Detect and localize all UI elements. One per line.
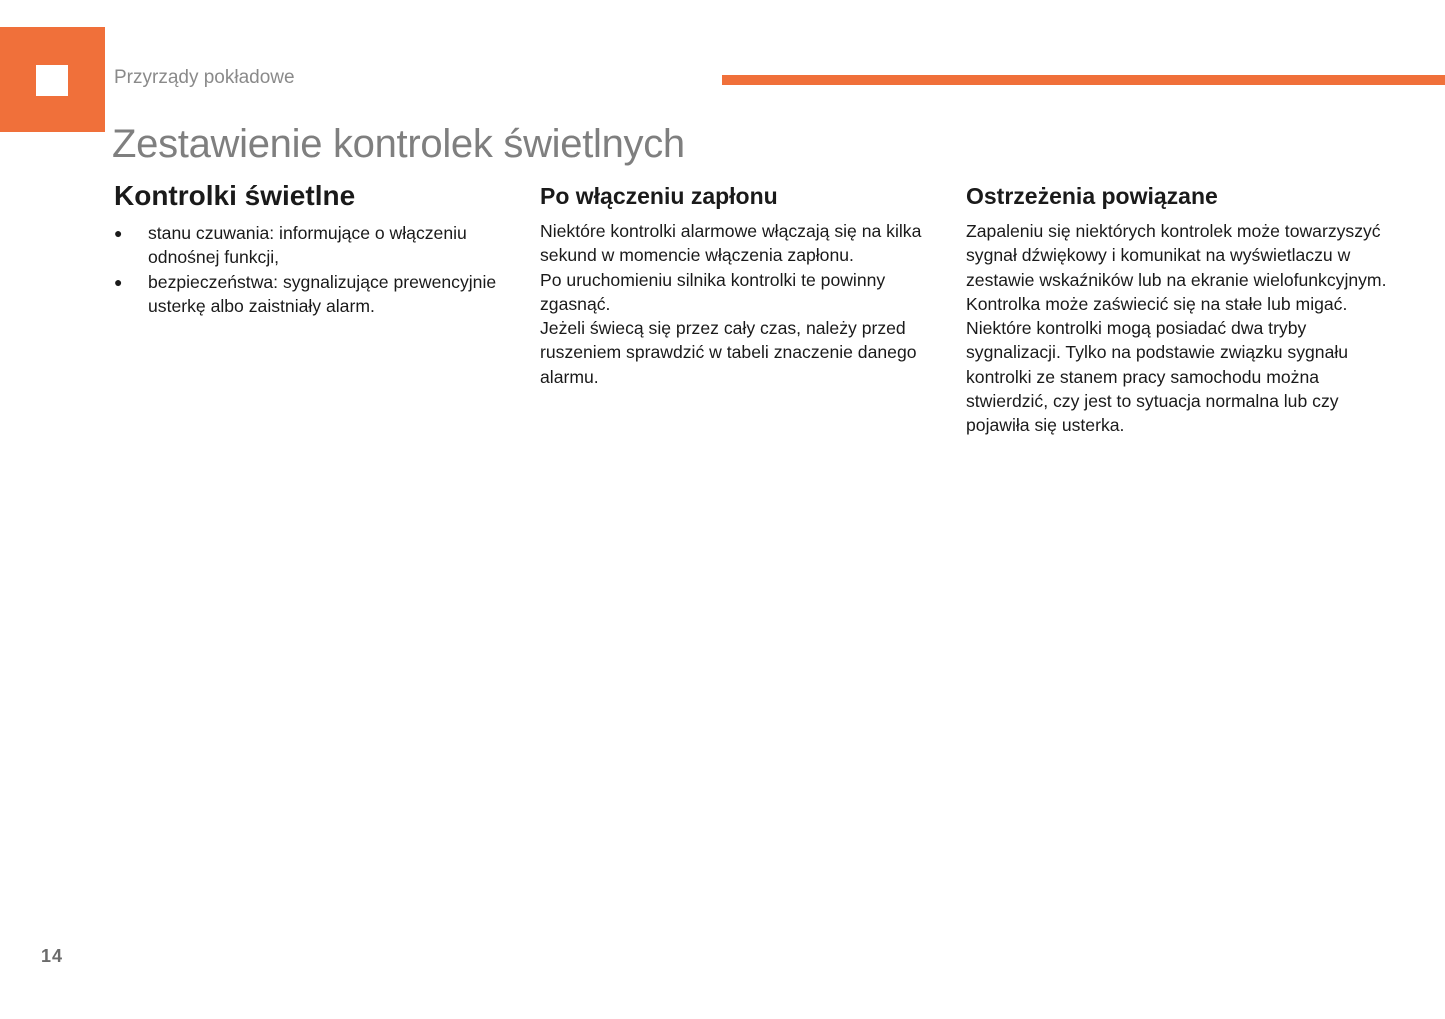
column-indicator-lights bbox=[114, 180, 514, 318]
chapter-tab-square-icon bbox=[36, 65, 68, 96]
page-number: 14 bbox=[41, 946, 64, 966]
list-item-text: bezpieczeństwa: sygnalizujące prewencyjnie usterkę albo zaistniały alarm. bbox=[148, 271, 497, 316]
paragraph: Zapaleniu się niektórych kontrolek może towarzyszyć sygnał dźwiękowy i komunikat na wyświetlaczu w zestawie wskaźników lub na ekranie wielofunkcyjnym. bbox=[966, 221, 1387, 290]
column-related-warnings bbox=[966, 180, 1396, 438]
bullet-icon: ● bbox=[114, 225, 123, 241]
list-item-text: stanu czuwania: informujące o włączeniu odnośnej funkcji, bbox=[148, 223, 467, 268]
paragraph: Jeżeli świecą się przez cały czas, należy przed ruszeniem sprawdzić w tabeli znaczenie danego alarmu. bbox=[540, 318, 917, 387]
paragraph: Kontrolka może zaświecić się na stałe lub migać. bbox=[966, 293, 1348, 314]
paragraph: Niektóre kontrolki mogą posiadać dwa tryby sygnalizacji. Tylko na podstawie związku sygnału kontrolki ze stanem pracy samochodu można stwierdzić, czy jest to sytuacja normalna lub czy pojawiła się usterka. bbox=[966, 318, 1349, 436]
section-label: Przyrządy pokładowe bbox=[114, 67, 295, 88]
header-rule bbox=[722, 75, 1445, 85]
column-ignition bbox=[540, 180, 940, 389]
column-heading: Po włączeniu zapłonu bbox=[540, 183, 778, 209]
page-title: Zestawienie kontrolek świetlnych bbox=[112, 122, 685, 166]
column-heading: Ostrzeżenia powiązane bbox=[966, 183, 1218, 209]
list-item bbox=[114, 221, 514, 270]
chapter-tab bbox=[0, 27, 105, 132]
paragraph: Niektóre kontrolki alarmowe włączają się na kilka sekund w momencie włączenia zapłonu. bbox=[540, 221, 922, 266]
column-heading: Kontrolki świetlne bbox=[114, 180, 356, 211]
list-item bbox=[114, 270, 514, 319]
bullet-icon: ● bbox=[114, 273, 123, 290]
bullet-list bbox=[114, 221, 514, 318]
paragraph: Po uruchomieniu silnika kontrolki te powinny zgasnąć. bbox=[540, 269, 886, 314]
